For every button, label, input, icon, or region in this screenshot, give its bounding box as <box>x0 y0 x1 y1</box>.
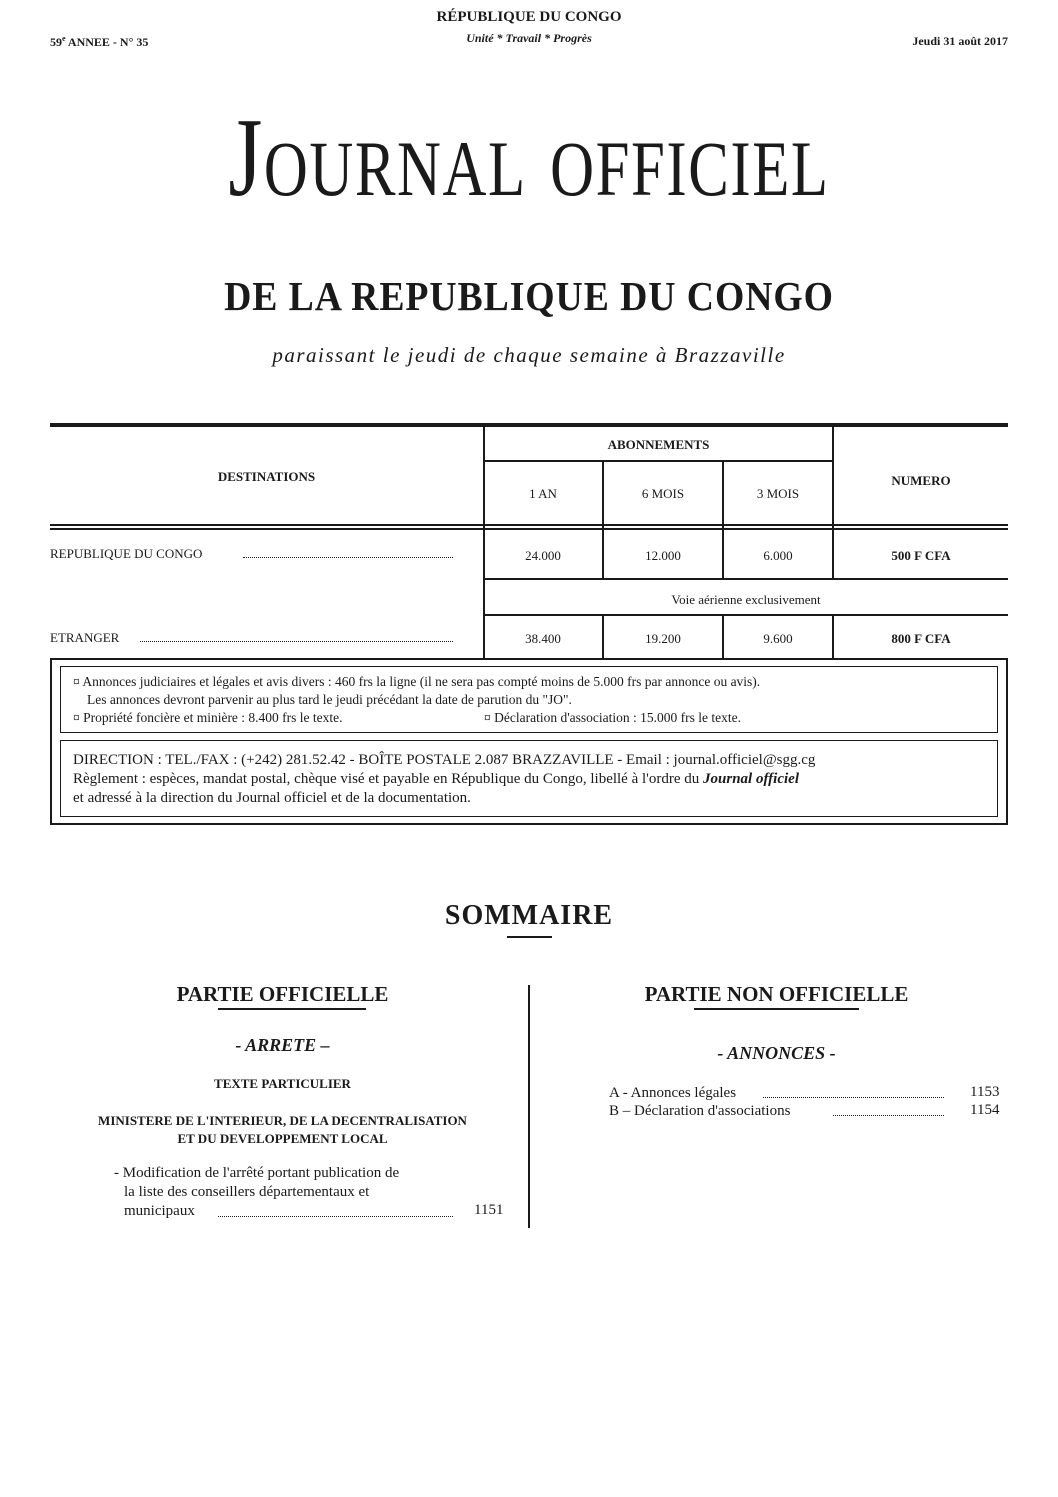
table-divider <box>484 460 833 462</box>
column-divider <box>528 985 530 1228</box>
issue-rest: ANNEE - N° 35 <box>65 35 149 49</box>
toc-page-number: 1153 <box>970 1084 1000 1100</box>
tariff-line-3b: ¤ Déclaration d'association : 15.000 frs le texte. <box>484 710 741 725</box>
partie-non-officielle-underline <box>694 1008 859 1010</box>
ministry-line-1: MINISTERE DE L'INTERIEUR, DE LA DECENTRALISATION <box>98 1113 467 1128</box>
toc-entry-line-3: municipaux <box>124 1203 195 1219</box>
issue-date: Jeudi 31 août 2017 <box>912 34 1008 48</box>
direction-box <box>60 740 998 817</box>
etranger-numero: 800 F CFA <box>891 631 951 646</box>
toc-entry-line-1: - Modification de l'arrêté portant publication de <box>114 1165 400 1181</box>
payment-payee: Journal officiel <box>703 771 799 787</box>
air-mail-note: Voie aérienne exclusivement <box>671 592 821 607</box>
toc-entry-line-2: la liste des conseillers départementaux et <box>124 1184 370 1200</box>
row-destination-etranger: ETRANGER <box>50 630 120 645</box>
col-6-mois: 6 MOIS <box>641 486 685 501</box>
tariff-line-3a: ¤ Propriété foncière et minière : 8.400 frs le texte. <box>73 710 343 725</box>
dot-leader <box>243 557 453 558</box>
journal-tagline: paraissant le jeudi de chaque semaine à Brazzaville <box>272 343 786 367</box>
table-divider <box>484 614 1008 616</box>
toc-page-number: 1154 <box>970 1102 1000 1118</box>
arrete-heading: - ARRETE – <box>235 1035 330 1055</box>
numero-header: NUMERO <box>891 473 951 488</box>
col-3-mois: 3 MOIS <box>756 486 800 501</box>
row-destination-congo: REPUBLIQUE DU CONGO <box>50 546 203 561</box>
congo-6-mois: 12.000 <box>645 548 681 563</box>
tariff-line-1: ¤ Annonces judiciaires et légales et avis divers : 460 frs la ligne (il ne sera pas compté moins de 5.000 frs par annonce ou avis). <box>73 674 761 689</box>
etranger-3-mois: 9.600 <box>763 631 793 646</box>
ministry-line-2: ET DU DEVELOPPEMENT LOCAL <box>177 1131 388 1146</box>
journal-subtitle: DE LA REPUBLIQUE DU CONGO <box>224 273 834 319</box>
sommaire-underline <box>507 936 552 938</box>
partie-non-officielle-heading: PARTIE NON OFFICIELLE <box>644 982 909 1006</box>
republic-name: RÉPUBLIQUE DU CONGO <box>436 9 622 25</box>
toc-entry-label: A - Annonces légales <box>609 1085 737 1101</box>
table-header-rule <box>50 524 1008 526</box>
toc-entry-label: B – Déclaration d'associations <box>609 1103 791 1119</box>
congo-1-an: 24.000 <box>525 548 561 563</box>
etranger-1-an: 38.400 <box>525 631 561 646</box>
table-header-rule <box>50 528 1008 530</box>
partie-officielle-underline <box>218 1008 366 1010</box>
tariff-line-2: Les annonces devront parvenir au plus tard le jeudi précédant la date de parution du "JO". <box>87 692 572 707</box>
congo-3-mois: 6.000 <box>763 548 793 563</box>
direction-address: et adressé à la direction du Journal officiel et de la documentation. <box>73 790 471 806</box>
col-1-an: 1 AN <box>529 486 557 501</box>
dot-leader <box>763 1097 944 1098</box>
national-motto: Unité * Travail * Progrès <box>466 31 592 45</box>
etranger-6-mois: 19.200 <box>645 631 681 646</box>
annonces-heading: - ANNONCES - <box>717 1043 836 1063</box>
partie-officielle-heading: PARTIE OFFICIELLE <box>176 982 389 1006</box>
dot-leader <box>833 1115 944 1116</box>
texte-particulier-heading: TEXTE PARTICULIER <box>214 1076 351 1091</box>
abonnements-header: ABONNEMENTS <box>607 437 710 452</box>
issue-year-sup: e <box>62 34 66 43</box>
destinations-header: DESTINATIONS <box>217 469 316 484</box>
table-divider <box>484 578 1008 580</box>
congo-numero: 500 F CFA <box>891 548 951 563</box>
dot-leader <box>140 641 453 642</box>
direction-contact: DIRECTION : TEL./FAX : (+242) 281.52.42 - BOÎTE POSTALE 2.087 BRAZZAVILLE - Email : journal.officiel@sgg.cg <box>73 752 816 768</box>
sommaire-title: SOMMAIRE <box>444 900 614 931</box>
issue-number <box>50 34 148 50</box>
direction-payment <box>73 770 799 788</box>
issue-year: 59 <box>50 35 62 49</box>
toc-page-number: 1151 <box>474 1202 504 1218</box>
journal-title: Journal officiel <box>228 96 830 220</box>
tariffs-box <box>60 666 998 733</box>
payment-text: Règlement : espèces, mandat postal, chèque visé et payable en République du Congo, libellé à l'ordre du <box>73 771 704 787</box>
dot-leader <box>218 1216 453 1217</box>
table-top-rule <box>50 423 1008 427</box>
